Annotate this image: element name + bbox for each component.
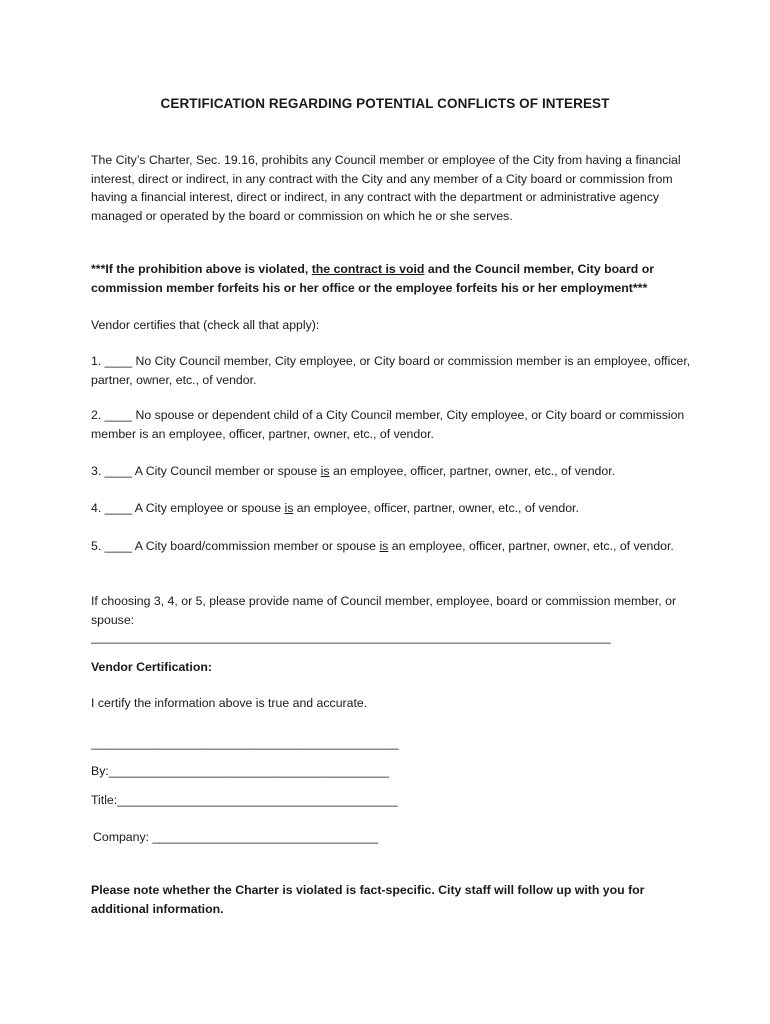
intro-paragraph: The City’s Charter, Sec. 19.16, prohibits any Council member or employee of the City from having a financial interest, direct or indirect, in any contract with the City and any member of a City board or commission from having a financial interest, direct or indirect, in any contract with the department or administrative agency managed or operated by the board or commission on which he or she serves. [91,153,681,223]
checklist-item-5 [91,537,691,556]
item-3-underlined: is [320,464,330,478]
item-3-suffix: an employee, officer, partner, owner, etc., of vendor. [329,464,616,478]
spouse-name-line: ____________________________________________________________________________ [91,630,611,644]
item-2-text: 2. ____ No spouse or dependent child of a City Council member, City employee, or City board or commission member is an employee, officer, partner, owner, etc., of vendor. [91,408,685,441]
vendor-certifies-text: Vendor certifies that (check all that apply): [91,318,320,332]
item-4-suffix: an employee, officer, partner, owner, etc., of vendor. [293,501,579,515]
item-4-prefix: 4. ____ A City employee or spouse [91,501,285,515]
by-field: By:_________________________________________ [91,764,390,778]
page-title: CERTIFICATION REGARDING POTENTIAL CONFLICTS OF INTEREST [160,96,610,111]
prohibition-warning [91,260,691,297]
title-field: Title:_________________________________________ [91,793,398,807]
warning-suffix: and the Council member, City board or commission member forfeits his or her office or the employee forfeits his or her employment*** [91,262,655,295]
warning-underlined: the contract is void [311,262,425,276]
item-1-text: 1. ____ No City Council member, City employee, or City board or commission member is an employee, officer, partner, owner, etc., of vendor. [91,354,691,387]
item-5-suffix: an employee, officer, partner, owner, etc., of vendor. [388,539,674,553]
signature-line: _____________________________________________ [91,736,399,750]
company-field: Company: _________________________________ [93,830,379,844]
item-3-prefix: 3. ____ A City Council member or spouse [91,464,321,478]
choosing-note: If choosing 3, 4, or 5, please provide name of Council member, employee, board or commission member, or spouse: [91,594,677,627]
item-4-underlined: is [284,501,294,515]
checklist-item-4 [91,499,691,518]
item-5-prefix: 5. ____ A City board/commission member or spouse [91,539,380,553]
warning-prefix: ***If the prohibition above is violated, [91,262,312,276]
checklist-item-1 [91,352,691,389]
certify-statement: I certify the information above is true and accurate. [91,696,368,710]
footer-note: Please note whether the Charter is violated is fact-specific. City staff will follow up with you for additional information. [91,883,645,916]
vendor-certification-heading: Vendor Certification: [91,660,212,674]
checklist-item-3 [91,462,691,481]
item-5-underlined: is [379,539,389,553]
checklist-item-2 [91,406,691,443]
